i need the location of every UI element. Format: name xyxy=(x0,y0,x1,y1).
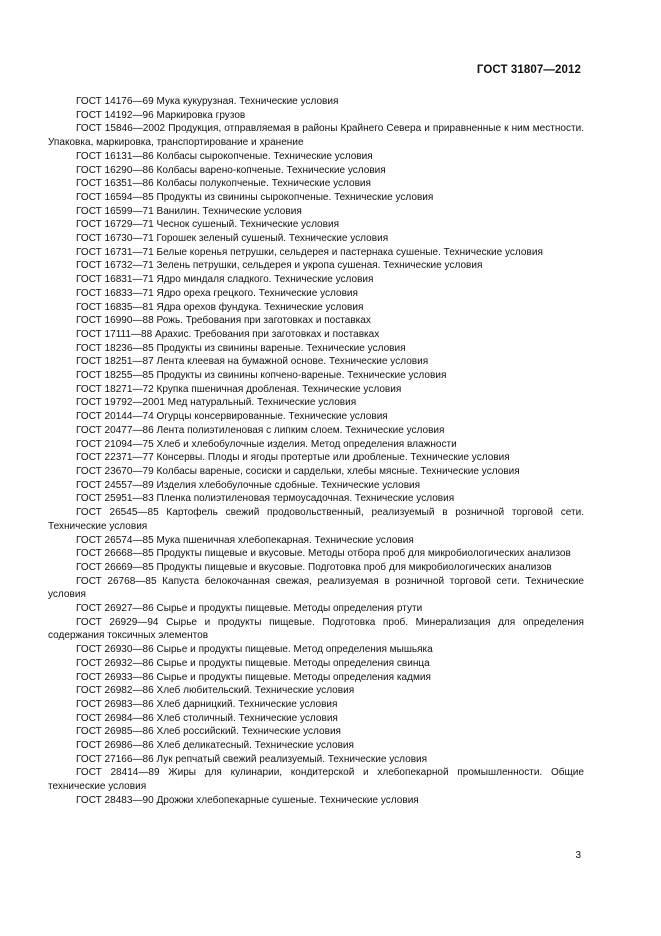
reference-entry: ГОСТ 14192—96 Маркировка грузов xyxy=(76,109,246,121)
reference-entry: ГОСТ 18255—85 Продукты из свинины копчено-вареные. Технические условия xyxy=(76,370,447,382)
reference-entry: ГОСТ 16351—86 Колбасы полукопченые. Технические условия xyxy=(76,178,371,190)
reference-entry: ГОСТ 26574—85 Мука пшеничная хлебопекарная. Технические условия xyxy=(76,534,414,546)
reference-entry: ГОСТ 27166—86 Лук репчатый свежий реализуемый. Технические условия xyxy=(76,753,428,765)
reference-entry: ГОСТ 26927—86 Сырье и продукты пищевые. Методы определения ртути xyxy=(76,603,423,615)
reference-entry: ГОСТ 24557—89 Изделия хлебобулочные сдобные. Технические условия xyxy=(76,479,421,491)
page-number: 3 xyxy=(575,850,581,861)
reference-entry: ГОСТ 16732—71 Зелень петрушки, сельдерея и укропа сушеная. Технические условия xyxy=(76,260,483,272)
reference-entry: ГОСТ 26986—86 Хлеб деликатесный. Технические условия xyxy=(76,740,354,752)
reference-entry: ГОСТ 18236—85 Продукты из свинины вареные. Технические условия xyxy=(76,342,406,354)
reference-entry: ГОСТ 26669—85 Продукты пищевые и вкусовые. Подготовка проб для микробиологических анализов xyxy=(76,561,552,573)
reference-entry: ГОСТ 25951—83 Пленка полиэтиленовая термоусадочная. Технические условия xyxy=(76,493,455,505)
reference-entry: ГОСТ 17111—88 Арахис. Требования при заготовках и поставках xyxy=(76,328,380,340)
reference-entry: ГОСТ 16131—86 Колбасы сырокопченые. Технические условия xyxy=(76,150,373,162)
reference-entry: ГОСТ 16730—71 Горошек зеленый сушеный. Технические условия xyxy=(76,233,389,245)
reference-entry: ГОСТ 26930—86 Сырье и продукты пищевые. Метод определения мышьяка xyxy=(76,644,433,656)
reference-entry: ГОСТ 26933—86 Сырье и продукты пищевые. Методы определения кадмия xyxy=(76,671,431,683)
reference-entry: ГОСТ 26929—94 Сырье и продукты пищевые. Подготовка проб. Минерализация для определения содержания токсичных элементов xyxy=(48,616,584,642)
reference-entry: ГОСТ 28414—89 Жиры для кулинарии, кондитерской и хлебопекарной промышленности. Общие технические условия xyxy=(48,767,584,793)
reference-entry: ГОСТ 20477—86 Лента полиэтиленовая с липким слоем. Технические условия xyxy=(76,424,445,436)
reference-entry: ГОСТ 28483—90 Дрожжи хлебопекарные сушеные. Технические условия xyxy=(76,794,419,806)
reference-entry: ГОСТ 16599—71 Ванилин. Технические условия xyxy=(76,205,302,217)
reference-entry: ГОСТ 18271—72 Крупка пшеничная дробленая. Технические условия xyxy=(76,383,402,395)
reference-entry: ГОСТ 14176—69 Мука кукурузная. Технические условия xyxy=(76,96,339,107)
reference-entry: ГОСТ 26985—86 Хлеб российский. Технические условия xyxy=(76,726,341,738)
reference-entry: ГОСТ 16835—81 Ядра орехов фундука. Технические условия xyxy=(76,301,364,313)
reference-entry: ГОСТ 16833—71 Ядро ореха грецкого. Технические условия xyxy=(76,287,358,299)
reference-entry: ГОСТ 23670—79 Колбасы вареные, сосиски и сардельки, хлебы мясные. Технические условия xyxy=(76,465,520,477)
reference-entry: ГОСТ 18251—87 Лента клеевая на бумажной основе. Технические условия xyxy=(76,356,429,368)
reference-entry: ГОСТ 16990—88 Рожь. Требования при заготовках и поставках xyxy=(76,315,371,327)
reference-entry: ГОСТ 26932—86 Сырье и продукты пищевые. Методы определения свинца xyxy=(76,657,430,669)
reference-entry: ГОСТ 22371—77 Консервы. Плоды и ягоды протертые или дробленые. Технические условия xyxy=(76,452,510,464)
reference-entry: ГОСТ 16594—85 Продукты из свинины сырокопченые. Технические условия xyxy=(76,191,434,203)
reference-entry: ГОСТ 15846—2002 Продукция, отправляемая в районы Крайнего Севера и приравненные к ним местности. Упаковка, маркировка, транспортирование и хранение xyxy=(48,123,584,149)
document-header: ГОСТ 31807—2012 xyxy=(476,64,581,76)
reference-entry: ГОСТ 26768—85 Капуста белокочанная свежая, реализуемая в розничной торговой сети. Технические условия xyxy=(48,575,584,601)
reference-entry: ГОСТ 26983—86 Хлеб дарницкий. Технические условия xyxy=(76,698,338,710)
reference-entry: ГОСТ 19792—2001 Мед натуральный. Технические условия xyxy=(76,397,357,409)
reference-entry: ГОСТ 26545—85 Картофель свежий продовольственный, реализуемый в розничной торговой сети. Технические условия xyxy=(48,507,584,532)
reference-entry: ГОСТ 16731—71 Белые коренья петрушки, сельдерея и пастернака сушеные. Технические условия xyxy=(76,246,543,258)
reference-entry: ГОСТ 20144—74 Огурцы консервированные. Технические условия xyxy=(76,411,388,423)
reference-entry: ГОСТ 16729—71 Чеснок сушеный. Технические условия xyxy=(76,219,340,231)
reference-entry: ГОСТ 26982—86 Хлеб любительский. Технические условия xyxy=(76,685,355,697)
reference-entry: ГОСТ 21094—75 Хлеб и хлебобулочные изделия. Метод определения влажности xyxy=(76,438,457,450)
reference-entry: ГОСТ 16290—86 Колбасы варено-копченые. Технические условия xyxy=(76,164,386,176)
reference-entry: ГОСТ 26984—86 Хлеб столичный. Технические условия xyxy=(76,712,338,724)
standards-reference-list xyxy=(48,95,584,808)
reference-entry: ГОСТ 26668—85 Продукты пищевые и вкусовые. Методы отбора проб для микробиологических анализов xyxy=(76,548,571,560)
reference-entry: ГОСТ 16831—71 Ядро миндаля сладкого. Технические условия xyxy=(76,274,374,286)
